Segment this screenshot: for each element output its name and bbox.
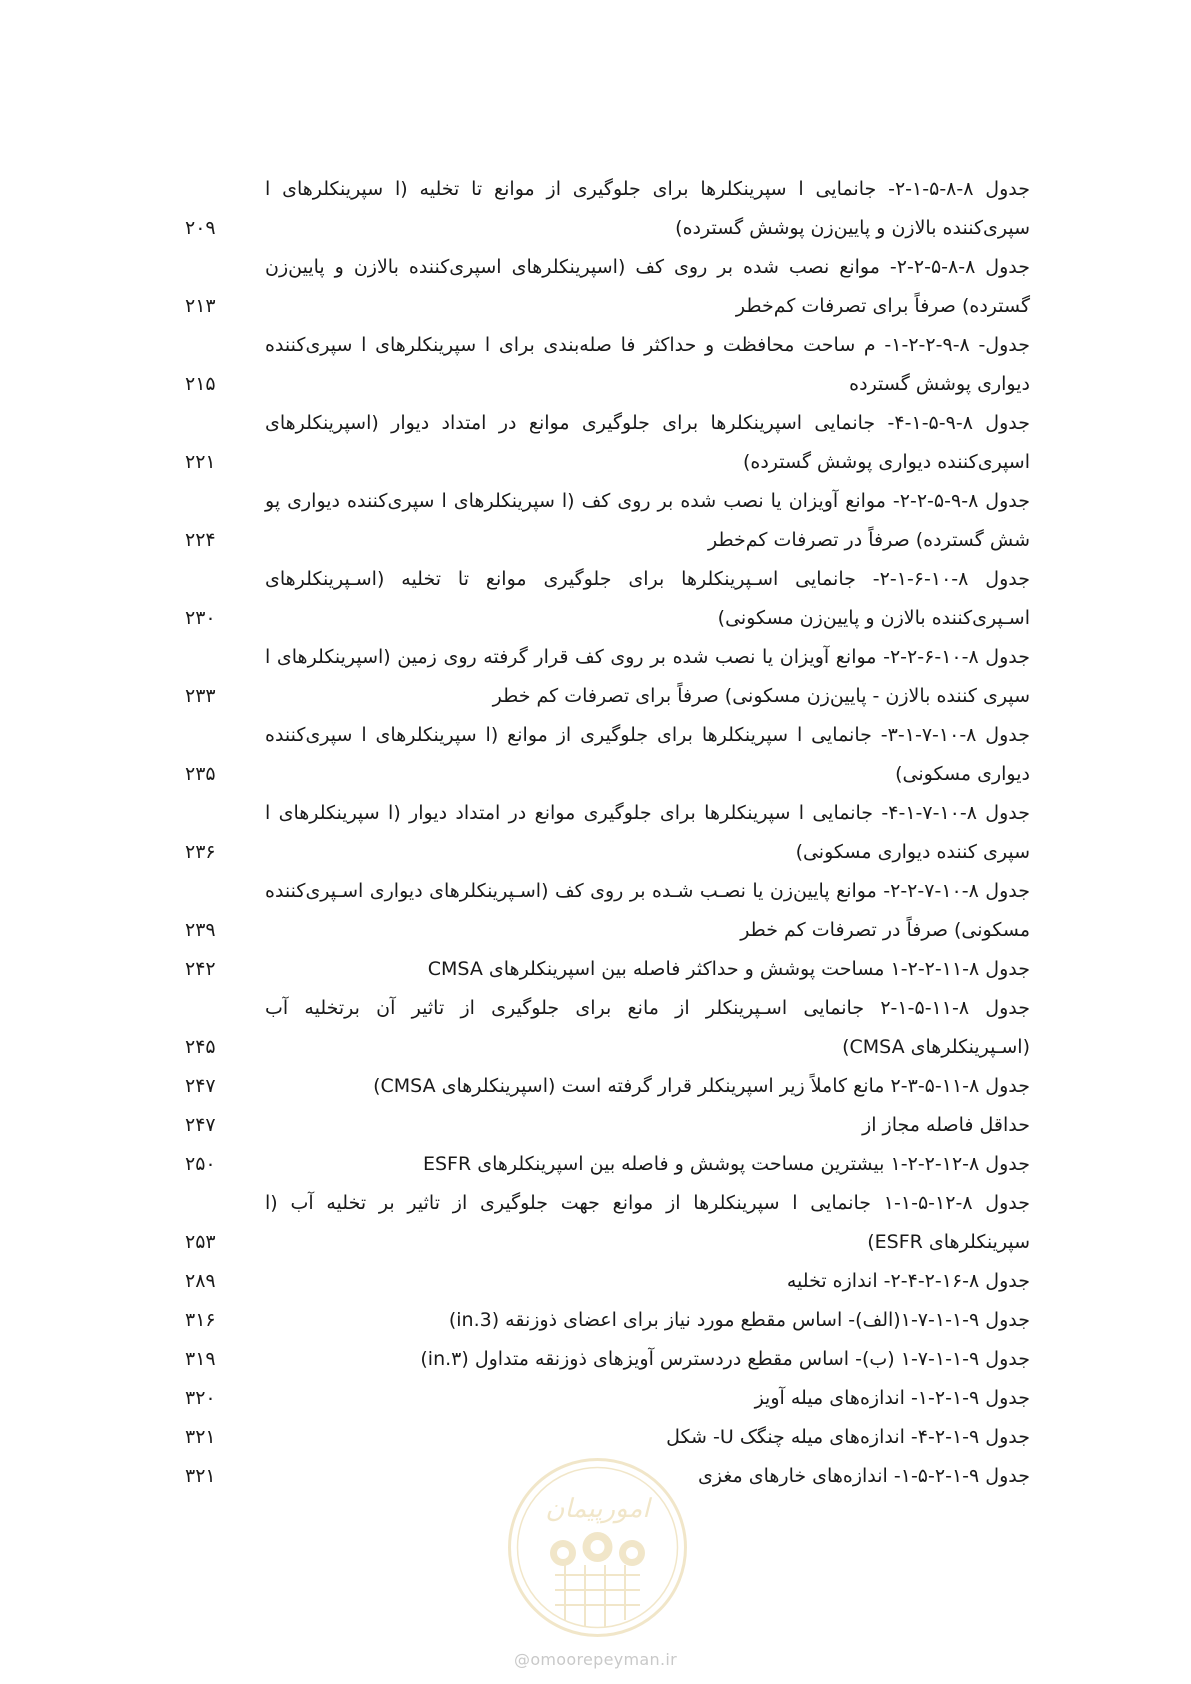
toc-entry-title: جدول ۸-۱۲-۵-۱-۱ جانمایی ا سپرینکلرها از موانع جهت جلوگیری از تاثیر بر تخلیه آب (ا سپرینکلرهای ESFR): [265, 1192, 1030, 1253]
toc-entry[interactable]: [185, 1301, 1030, 1340]
toc-entry[interactable]: [185, 482, 1030, 560]
toc-entry-title: جدول ۸-۹-۵-۲-۲- موانع آویزان یا نصب شده بر روی کف (ا سپرینکلرهای ا سپری‌کننده دیواری پو شش گسترده) صرفاً در تصرفات کم‌خطر: [265, 490, 1030, 551]
toc-entry-title: جدول ۹-۱-۲-۴- اندازه‌های میله چنگک U- شکل: [666, 1426, 1030, 1448]
toc-entry-title: جدول ۸-۱۰-۷-۲-۲- موانع پایین‌زن یا نصـب شـده بر روی کف (اسـپرینکلرهای دیواری اسـپری‌کننده مسکونی) صرفاً در تصرفات کم خطر: [265, 880, 1030, 941]
toc-entry[interactable]: [185, 560, 1030, 638]
toc-entry[interactable]: [185, 1418, 1030, 1457]
toc-entry-title: جدول ۹-۱-۲-۱- اندازه‌های میله آویز: [754, 1387, 1030, 1409]
toc-entry-page: ۲۳۹: [185, 919, 216, 941]
toc-entry-page: ۳۲۱: [185, 1465, 216, 1487]
toc-entry-page: ۲۸۹: [185, 1270, 216, 1292]
toc-entry[interactable]: [185, 1106, 1030, 1145]
toc-entry-page: ۲۲۴: [185, 529, 216, 551]
toc-entry[interactable]: [185, 1262, 1030, 1301]
toc-entry-page: ۲۳۰: [185, 607, 216, 629]
toc-entry[interactable]: [185, 1340, 1030, 1379]
watermark-logo-text: امورپیمان: [545, 1494, 650, 1524]
toc-entry[interactable]: [185, 716, 1030, 794]
toc-entry-title: جدول ۸-۱۱-۵-۳-۲ مانع کاملاً زیر اسپرینکلر قرار گرفته است (اسپرینکلرهای CMSA): [373, 1075, 1030, 1097]
toc-entry-title: جدول ۸-۱۱-۲-۲-۱ مساحت پوشش و حداکثر فاصله بین اسپرینکلرهای CMSA: [427, 958, 1030, 980]
table-of-contents-list: [185, 170, 1030, 1496]
toc-entry-title: جدول ۸-۹-۵-۱-۴- جانمایی اسپرینکلرها برای جلوگیری موانع در امتداد دیوار (اسپرینکلرهای اسپری‌کننده دیواری پوشش گسترده): [265, 412, 1030, 473]
toc-entry-page: ۲۵۰: [185, 1153, 216, 1175]
toc-entry-page: ۲۰۹: [185, 217, 216, 239]
toc-entry[interactable]: [185, 1184, 1030, 1262]
toc-entry-title: جدول ۸-۸-۵-۲-۲- موانع نصب شده بر روی کف (اسپرینکلرهای اسپری‌کننده بالازن و پایین‌زن گسترده) صرفاً برای تصرفات کم‌خطر: [265, 256, 1030, 317]
toc-entry-page: ۳۲۰: [185, 1387, 216, 1409]
toc-entry-title: حداقل فاصله مجاز از: [862, 1114, 1030, 1136]
toc-entry-page: ۲۵۳: [185, 1231, 216, 1253]
toc-entry-page: ۲۳۶: [185, 841, 216, 863]
toc-entry-page: ۲۴۷: [185, 1075, 216, 1097]
toc-entry-title: جدول ۸-۱۰-۶-۱-۲- جانمایی اسـپرینکلرها برای جلوگیری موانع تا تخلیه (اسـپرینکلرهای اسـپری‌کننده بالازن و پایین‌زن مسکونی): [265, 568, 1030, 629]
toc-entry-title: جدول ۸-۱۰-۶-۲-۲- موانع آویزان یا نصب شده بر روی کف قرار گرفته روی زمین (اسپرینکلرهای ا سپری کننده بالازن - پایین‌زن مسکونی) صرفاً برای تصرفات کم خطر: [265, 646, 1030, 707]
toc-entry-page: ۲۴۲: [185, 958, 216, 980]
toc-entry[interactable]: [185, 404, 1030, 482]
toc-entry-page: ۳۱۶: [185, 1309, 216, 1331]
toc-entry-page: ۲۳۵: [185, 763, 216, 785]
toc-entry-title: جدول ۸-۱۱-۵-۱-۲ جانمایی اسـپرینکلر از مانع برای جلوگیری از تاثیر آن برتخلیه آب (اسـپرینکلرهای CMSA): [265, 997, 1030, 1058]
toc-entry-title: جدول- ۸-۹-۲-۲-۱- م ساحت محافظت و حداکثر فا صله‌بندی برای ا سپرینکلرهای ا سپری‌کننده دیواری پوشش گسترده: [265, 334, 1030, 395]
toc-entry[interactable]: [185, 872, 1030, 950]
toc-entry-title: جدول ۹-۱-۱-۷-۱(الف)- اساس مقطع مورد نیاز برای اعضای ذوزنقه (in.3): [448, 1309, 1030, 1331]
toc-entry-title: جدول ۸-۱۶-۲-۴-۲- اندازه تخلیه: [786, 1270, 1030, 1292]
watermark-logo: [505, 1455, 690, 1640]
toc-entry[interactable]: [185, 950, 1030, 989]
toc-entry-page: ۳۲۱: [185, 1426, 216, 1448]
toc-entry-page: ۳۱۹: [185, 1348, 216, 1370]
toc-entry-page: ۲۱۳: [185, 295, 216, 317]
toc-entry-title: جدول ۸-۱۰-۷-۱-۳- جانمایی ا سپرینکلرها برای جلوگیری از موانع (ا سپرینکلرهای ا سپری‌کننده دیواری مسکونی): [265, 724, 1030, 785]
toc-entry[interactable]: [185, 326, 1030, 404]
toc-entry-title: جدول ۹-۱-۲-۵-۱- اندازه‌های خارهای مغزی: [698, 1465, 1030, 1487]
toc-entry[interactable]: [185, 248, 1030, 326]
toc-entry-page: ۲۴۵: [185, 1036, 216, 1058]
toc-entry[interactable]: [185, 638, 1030, 716]
toc-entry[interactable]: [185, 1145, 1030, 1184]
toc-entry-title: جدول ۸-۸-۵-۱-۲- جانمایی ا سپرینکلرها برای جلوگیری از موانع تا تخلیه (ا سپرینکلرهای ا سپری‌کننده بالازن و پایین‌زن پوشش گسترده): [265, 178, 1030, 239]
toc-entry[interactable]: [185, 989, 1030, 1067]
toc-entry-page: ۲۴۷: [185, 1114, 216, 1136]
toc-entry-title: جدول ۸-۱۰-۷-۱-۴- جانمایی ا سپرینکلرها برای جلوگیری موانع در امتداد دیوار (ا سپرینکلرهای ا سپری کننده دیواری مسکونی): [265, 802, 1030, 863]
toc-entry-page: ۲۲۱: [185, 451, 216, 473]
toc-entry[interactable]: [185, 794, 1030, 872]
toc-entry[interactable]: [185, 1379, 1030, 1418]
toc-entry[interactable]: [185, 1067, 1030, 1106]
toc-entry-page: ۲۳۳: [185, 685, 216, 707]
toc-entry[interactable]: [185, 170, 1030, 248]
watermark-url: @omoorepeyman.ir: [514, 1650, 677, 1669]
toc-entry-title: جدول ۹-۱-۱-۷-۱ (ب)- اساس مقطع دردسترس آویزهای ذوزنقه متداول (in.۳): [420, 1348, 1030, 1370]
toc-entry-page: ۲۱۵: [185, 373, 216, 395]
toc-entry-title: جدول ۸-۱۲-۲-۲-۱ بیشترین مساحت پوشش و فاصله بین اسپرینکلرهای ESFR: [422, 1153, 1030, 1175]
